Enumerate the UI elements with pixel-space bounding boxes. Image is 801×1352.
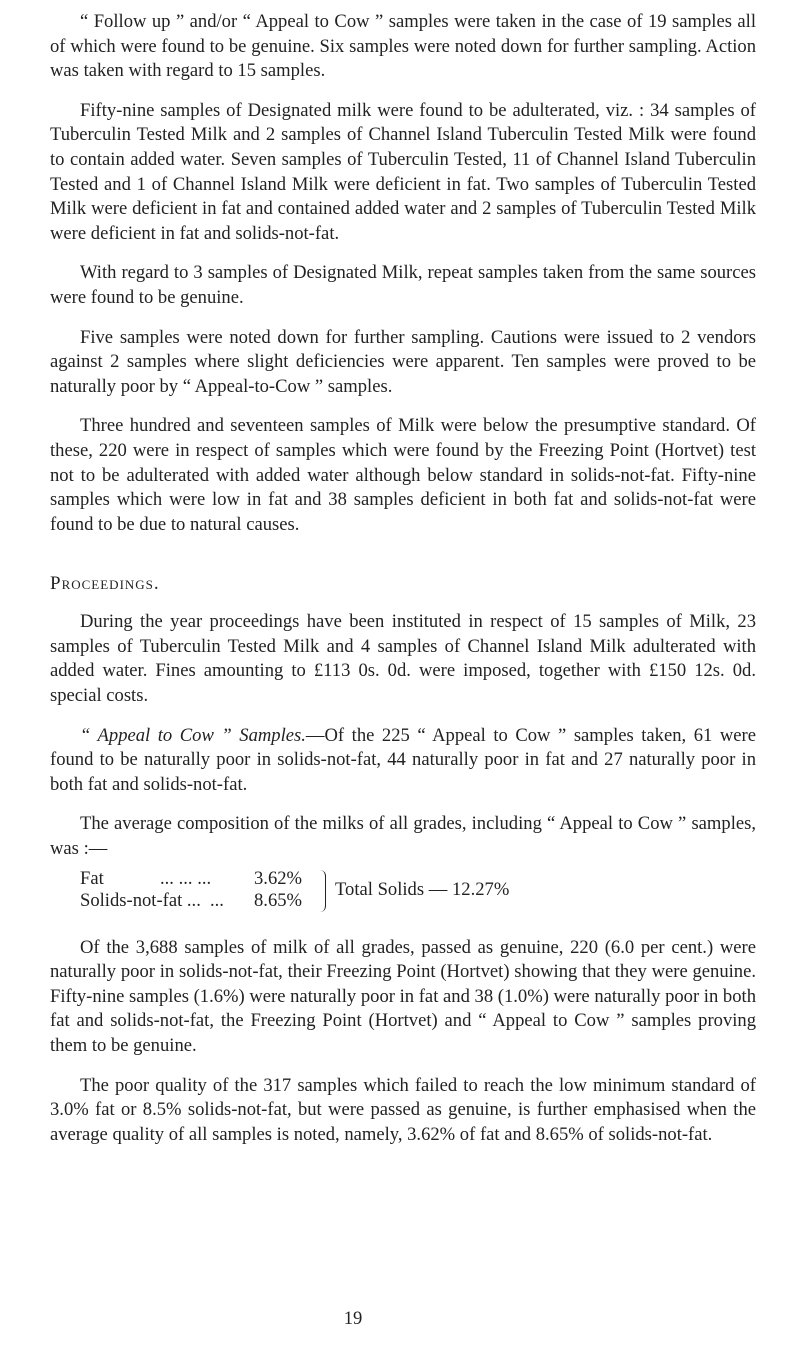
- paragraph-average-composition: The average composition of the milks of all grades, including “ Appeal to Cow ” samples, was :—: [50, 813, 756, 860]
- paragraph-further-sampling: Five samples were noted down for further sampling. Cautions were issued to 2 vendors against 2 samples where slight deficiencies were apparent. Ten samples were proved to be naturally poor by “ Appeal-to-Cow ” samples.: [50, 326, 756, 397]
- paragraph-proceedings: During the year proceedings have been instituted in respect of 15 samples of Milk, 23 samples of Tuberculin Tested Milk and 4 samples of Channel Island Milk adulterated with added water. Fines amounting to £113 0s. 0d. were imposed, together with £150 12s. 0d. special costs.: [50, 611, 756, 707]
- snf-label: Solids-not-fat ...: [80, 889, 201, 911]
- paragraph-repeat-samples: With regard to 3 samples of Designated Milk, repeat samples taken from the same sources were found to be genuine.: [50, 262, 756, 308]
- paragraph-appeal-to-cow: [50, 724, 756, 798]
- total-solids: Total Solids — 12.27%: [335, 878, 510, 900]
- appeal-subheading: “ Appeal to Cow ” Samples.: [80, 724, 306, 746]
- fat-label: Fat: [80, 867, 104, 889]
- paragraph-genuine-samples: Of the 3,688 samples of milk of all grades, passed as genuine, 220 (6.0 per cent.) were naturally poor in solids-not-fat, their Freezing Point (Hortvet) showing that they were genuine. Fifty-nine samples (1.6%) were naturally poor in fat and 38 (1.0%) were naturally poor in both fat and solids-not-fat, the Freezing Point (Hortvet) and “ Appeal to Cow ” samples proving them to be genuine.: [50, 936, 756, 1056]
- paragraph-poor-quality: The poor quality of the 317 samples which failed to reach the low minimum standard of 3.0% fat or 8.5% solids-not-fat, but were passed as genuine, is further emphasised when the average quality of all samples is noted, namely, 3.62% of fat and 8.65% of solids-not-fat.: [50, 1074, 756, 1145]
- brace-bracket: [317, 870, 326, 912]
- page-number: 19: [343, 1308, 363, 1329]
- document-page: [50, 10, 756, 1162]
- paragraph-designated-adulterated: Fifty-nine samples of Designated milk were found to be adulterated, viz. : 34 samples of Tuberculin Tested Milk and 2 samples of Channel Island Tuberculin Tested Milk were found to contain added water. Seven samples of Tuberculin Tested, 11 of Channel Island Tuberculin Tested and 1 of Channel Island Milk were deficient in fat. Two samples of Tuberculin Tested Milk were deficient in fat and contained added water and 2 samples of Tuberculin Tested Milk were deficient in fat and solids-not-fat.: [50, 99, 756, 244]
- snf-leader-dots: ...: [210, 889, 224, 911]
- appeal-text: —Of the 225 “ Appeal to Cow ” samples taken, 61 were found to be naturally poor in solids-not-fat, 44 naturally poor in fat and 27 naturally poor in both fat and solids-not-fat.: [50, 724, 756, 795]
- paragraph-follow-up: “ Follow up ” and/or “ Appeal to Cow ” samples were taken in the case of 19 samples all of which were found to be genuine. Six samples were noted down for further sampling. Action was taken with regard to 15 samples.: [50, 11, 756, 82]
- paragraph-below-standard: Three hundred and seventeen samples of Milk were below the presumptive standard. Of these, 220 were in respect of samples which were found by the Freezing Point (Hortvet) test not to be adulterated with added water although below standard in solids-not-fat. Fifty-nine samples which were low in fat and 38 samples deficient in both fat and solids-not-fat were found to be due to natural causes.: [50, 415, 756, 535]
- fat-value: 3.62%: [254, 867, 303, 889]
- section-heading-proceedings: Proceedings.: [50, 573, 160, 595]
- fat-leader-dots: ... ... ...: [160, 867, 212, 889]
- composition-table: [50, 868, 756, 920]
- snf-value: 8.65%: [254, 889, 303, 911]
